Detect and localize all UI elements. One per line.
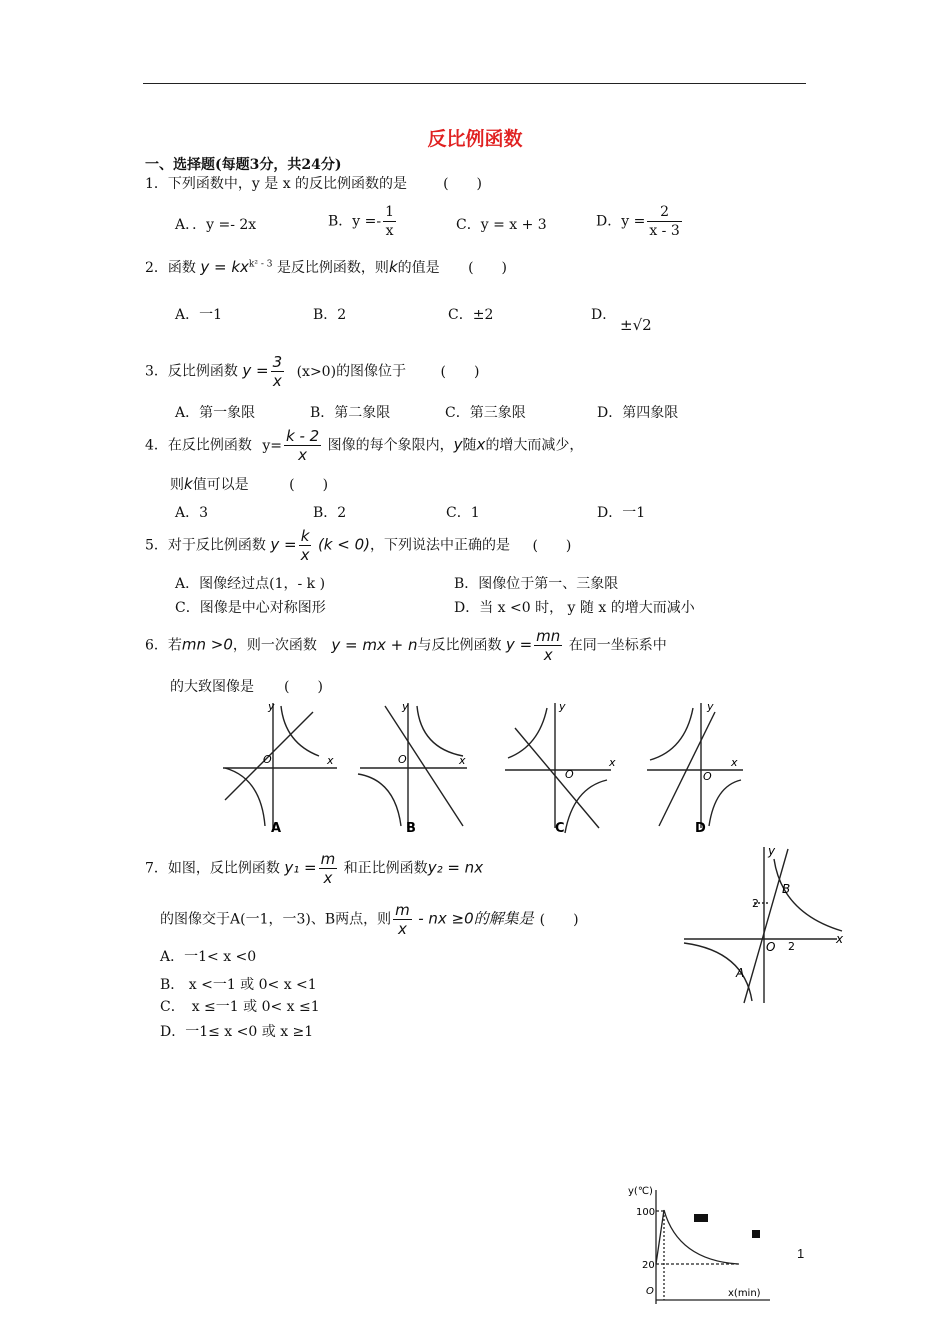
q6-d-origin: O <box>703 770 712 783</box>
q4-stem: 4．在反比例函数 y= $\frac{k - 2}{x}$ 图像的每个象限内，y随x的增大而减少， <box>145 427 584 464</box>
q7-option-b: B． x <一1 或 0< x <1 <box>160 977 317 993</box>
q7-option-a: A．一1< x <0 <box>160 949 257 965</box>
q7-option-c: C． x ≤一1 或 0< x ≤1 <box>160 999 320 1015</box>
q3-stem: 3．反比例函数 y = $\frac{3}{x}$ (x>0)的图像位于 ( ) <box>145 353 480 390</box>
q2-option-d-value: ±√2 <box>620 316 652 334</box>
q7-figure <box>682 843 850 1005</box>
scan-mark-2 <box>752 1230 760 1238</box>
temperature-figure <box>620 1180 780 1310</box>
q7-fig-y-label: y <box>768 844 776 858</box>
header-rule <box>143 83 806 84</box>
section-heading: 一、选择题(每题3分，共24分) <box>145 157 342 173</box>
q4-option-d: D．一1 <box>597 505 646 521</box>
q4-option-b: B．2 <box>313 505 347 521</box>
q6-label-d: D <box>695 821 706 836</box>
q6-b-y-label: y <box>402 700 409 713</box>
q6-c-y-label: y <box>559 700 566 713</box>
q1-option-a: A．．y =- 2x <box>175 217 257 233</box>
q6-a-y-label: y <box>268 700 275 713</box>
page-number: 1 <box>797 1246 805 1261</box>
q6-graph-b <box>358 703 467 828</box>
q7-fig-tick-y: 2 <box>752 897 759 910</box>
q2-option-c: C．±2 <box>448 307 494 323</box>
q2-option-a: A．一1 <box>175 307 223 323</box>
q4-option-c: C．1 <box>446 505 480 521</box>
q6-label-c: C <box>555 821 565 836</box>
q2-stem: 2．函数 $y = kx^{k^2 - 3}$ 是反比例函数，则k的值是 ( ) <box>145 258 508 276</box>
q7-stem: 7．如图，反比例函数 y₁ = $\frac{m}{x}$ 和正比例函数y₂ = nx <box>145 850 484 887</box>
q7-fig-origin: O <box>766 940 776 954</box>
temp-fig-y20: 20 <box>642 1260 655 1271</box>
q4-option-a: A．3 <box>175 505 209 521</box>
q5-option-b: B．图像位于第一、三象限 <box>454 576 619 592</box>
q5-option-d: D．当 x <0 时， y 随 x 的增大而减小 <box>454 600 695 616</box>
q6-graph-d <box>647 703 743 828</box>
q5-option-c: C．图像是中心对称图形 <box>175 600 326 616</box>
q6-a-origin: O <box>263 753 272 766</box>
scan-mark <box>694 1214 708 1222</box>
q4-line2: 则k值可以是 ( ) <box>170 475 329 493</box>
q1-option-b: B．y =- $\frac{1}{x}$ <box>328 204 395 239</box>
q6-line2: 的大致图像是 ( ) <box>170 679 323 695</box>
q1-option-c: C．y = x + 3 <box>456 217 547 233</box>
q6-stem: 6．若mn >0，则一次函数 y = mx + n与反比例函数 y = $\frac{mn}{x}$ 在同一坐标系中 <box>145 627 667 664</box>
temp-fig-xlabel: x(min) <box>728 1288 761 1299</box>
q1-stem: 1．下列函数中，y 是 x 的反比例函数的是 ( ) <box>145 176 482 192</box>
q3-option-b: B．第二象限 <box>310 405 391 421</box>
q5-option-a: A．图像经过点(1，- k ) <box>175 576 326 592</box>
temp-fig-ylabel: y(℃) <box>628 1186 653 1197</box>
q7-option-d: D．一1≤ x <0 或 x ≥1 <box>160 1024 314 1040</box>
temp-fig-origin: O <box>646 1286 654 1297</box>
q7-fig-tick-x: 2 <box>788 940 795 953</box>
q7-line2: 的图像交于A(一1，一3)、B两点，则 $\frac{m}{x}$ - nx ≥0的解集是 ( ) <box>160 901 579 938</box>
q6-graph-options <box>215 698 745 838</box>
q3-option-d: D．第四象限 <box>597 405 679 421</box>
q5-stem: 5．对于反比例函数 y = $\frac{k}{x}$ (k < 0)，下列说法中正确的是 ( ) <box>145 527 572 564</box>
q3-option-c: C．第三象限 <box>445 405 526 421</box>
q6-graph-c <box>505 703 611 833</box>
q6-d-x-label: x <box>731 756 738 769</box>
q6-label-b: B <box>406 821 416 836</box>
q6-label-a: A <box>271 821 282 836</box>
q1-option-d: D．y = $\frac{2}{x - 3}$ <box>596 204 680 239</box>
q7-fig-point-b: B <box>782 882 791 896</box>
q6-b-x-label: x <box>459 754 466 767</box>
q2-option-d: D． <box>591 307 617 323</box>
page-title: 反比例函数 <box>427 128 523 150</box>
q7-fig-point-a: A <box>736 966 745 980</box>
q6-b-origin: O <box>398 753 407 766</box>
q7-fig-x-label: x <box>836 932 844 946</box>
q6-c-x-label: x <box>609 756 616 769</box>
temp-fig-y100: 100 <box>636 1207 656 1218</box>
q6-c-origin: O <box>565 768 574 781</box>
q6-a-x-label: x <box>327 754 334 767</box>
q3-option-a: A．第一象限 <box>175 405 256 421</box>
q2-option-b: B．2 <box>313 307 347 323</box>
q6-d-y-label: y <box>707 700 714 713</box>
q6-graph-a <box>223 703 337 828</box>
